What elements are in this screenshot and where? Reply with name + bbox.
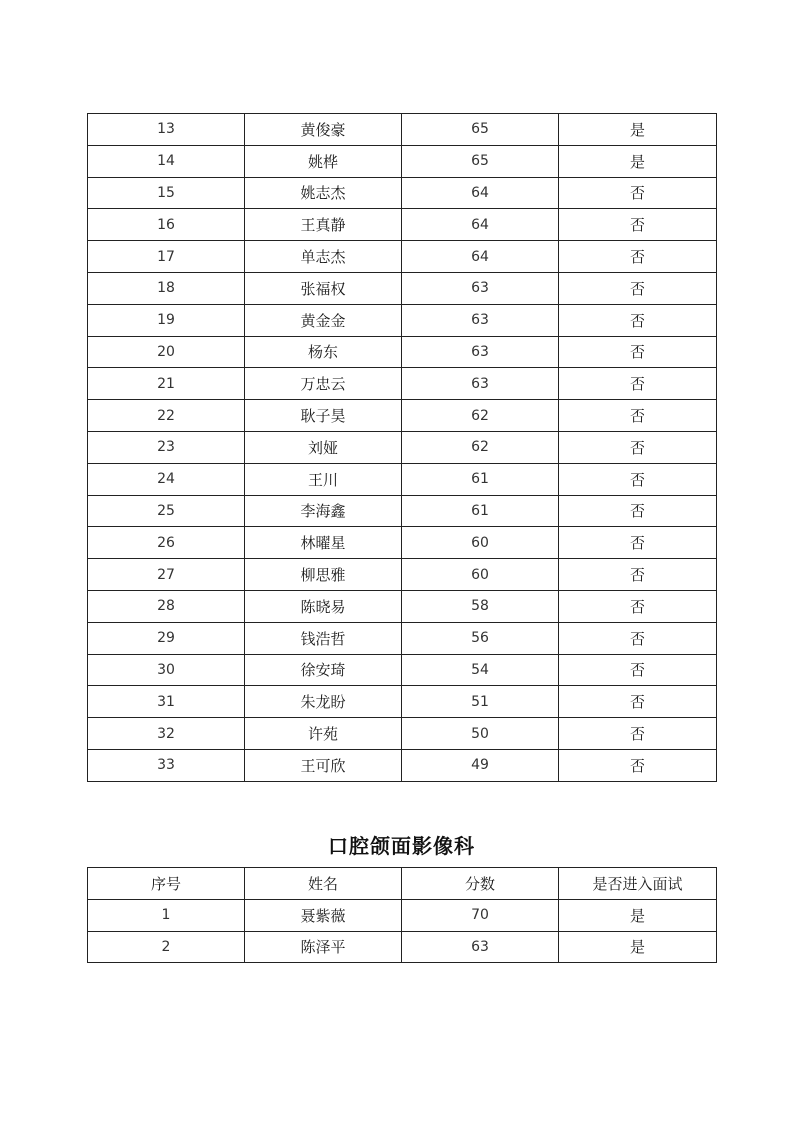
cell-score: 60 — [402, 559, 559, 591]
table-row — [88, 114, 717, 146]
cell-name: 聂紫薇 — [245, 899, 402, 931]
cell-interview: 是 — [559, 899, 717, 931]
table-row — [88, 272, 717, 304]
cell-interview: 是 — [559, 114, 717, 146]
table-row — [88, 622, 717, 654]
header-name: 姓名 — [245, 868, 402, 900]
cell-interview: 否 — [559, 241, 717, 273]
cell-name: 许苑 — [245, 718, 402, 750]
cell-interview: 否 — [559, 622, 717, 654]
cell-name: 万忠云 — [245, 368, 402, 400]
table-row — [88, 559, 717, 591]
cell-number: 23 — [88, 431, 245, 463]
cell-score: 61 — [402, 495, 559, 527]
cell-name: 耿子昊 — [245, 400, 402, 432]
cell-number: 26 — [88, 527, 245, 559]
cell-number: 2 — [88, 931, 245, 963]
table-row — [88, 209, 717, 241]
cell-score: 64 — [402, 177, 559, 209]
cell-name: 姚志杰 — [245, 177, 402, 209]
cell-number: 16 — [88, 209, 245, 241]
cell-name: 王川 — [245, 463, 402, 495]
table-row — [88, 718, 717, 750]
cell-interview: 否 — [559, 336, 717, 368]
cell-name: 徐安琦 — [245, 654, 402, 686]
cell-score: 61 — [402, 463, 559, 495]
results-table-body — [88, 114, 717, 782]
cell-number: 31 — [88, 686, 245, 718]
cell-name: 钱浩哲 — [245, 622, 402, 654]
cell-score: 63 — [402, 336, 559, 368]
cell-name: 柳思雅 — [245, 559, 402, 591]
cell-name: 朱龙盼 — [245, 686, 402, 718]
cell-name: 姚桦 — [245, 145, 402, 177]
cell-interview: 否 — [559, 304, 717, 336]
cell-interview: 否 — [559, 177, 717, 209]
cell-number: 32 — [88, 718, 245, 750]
table-row — [88, 145, 717, 177]
table-row — [88, 686, 717, 718]
table-row — [88, 304, 717, 336]
cell-score: 62 — [402, 400, 559, 432]
cell-number: 24 — [88, 463, 245, 495]
cell-interview: 否 — [559, 527, 717, 559]
table-row — [88, 590, 717, 622]
cell-score: 49 — [402, 749, 559, 781]
cell-interview: 是 — [559, 145, 717, 177]
cell-score: 63 — [402, 272, 559, 304]
table-row — [88, 931, 717, 963]
cell-interview: 否 — [559, 654, 717, 686]
table-row — [88, 463, 717, 495]
cell-name: 单志杰 — [245, 241, 402, 273]
cell-interview: 否 — [559, 431, 717, 463]
cell-score: 65 — [402, 145, 559, 177]
cell-interview: 否 — [559, 718, 717, 750]
cell-score: 51 — [402, 686, 559, 718]
cell-score: 58 — [402, 590, 559, 622]
cell-number: 14 — [88, 145, 245, 177]
cell-score: 70 — [402, 899, 559, 931]
table-row — [88, 177, 717, 209]
table-row — [88, 400, 717, 432]
cell-number: 30 — [88, 654, 245, 686]
cell-name: 张福权 — [245, 272, 402, 304]
cell-score: 63 — [402, 368, 559, 400]
cell-score: 60 — [402, 527, 559, 559]
cell-number: 21 — [88, 368, 245, 400]
cell-score: 50 — [402, 718, 559, 750]
cell-number: 18 — [88, 272, 245, 304]
table-row — [88, 368, 717, 400]
cell-name: 陈泽平 — [245, 931, 402, 963]
cell-name: 王真静 — [245, 209, 402, 241]
cell-name: 王可欣 — [245, 749, 402, 781]
cell-interview: 否 — [559, 559, 717, 591]
cell-score: 62 — [402, 431, 559, 463]
table-row — [88, 431, 717, 463]
header-interview: 是否进入面试 — [559, 868, 717, 900]
results-table-imaging — [87, 867, 717, 963]
cell-number: 13 — [88, 114, 245, 146]
cell-name: 李海鑫 — [245, 495, 402, 527]
table-row — [88, 899, 717, 931]
cell-number: 15 — [88, 177, 245, 209]
table-header-row — [88, 868, 717, 900]
cell-name: 林曜星 — [245, 527, 402, 559]
cell-interview: 否 — [559, 209, 717, 241]
cell-number: 19 — [88, 304, 245, 336]
cell-number: 22 — [88, 400, 245, 432]
cell-number: 33 — [88, 749, 245, 781]
cell-score: 54 — [402, 654, 559, 686]
cell-number: 25 — [88, 495, 245, 527]
cell-interview: 否 — [559, 590, 717, 622]
cell-number: 20 — [88, 336, 245, 368]
cell-score: 65 — [402, 114, 559, 146]
cell-interview: 否 — [559, 495, 717, 527]
cell-interview: 是 — [559, 931, 717, 963]
cell-score: 64 — [402, 241, 559, 273]
table-row — [88, 527, 717, 559]
table-row — [88, 241, 717, 273]
cell-number: 29 — [88, 622, 245, 654]
header-score: 分数 — [402, 868, 559, 900]
cell-interview: 否 — [559, 686, 717, 718]
cell-score: 64 — [402, 209, 559, 241]
cell-number: 27 — [88, 559, 245, 591]
cell-interview: 否 — [559, 749, 717, 781]
cell-interview: 否 — [559, 463, 717, 495]
table-row — [88, 336, 717, 368]
table-row — [88, 654, 717, 686]
cell-name: 黄金金 — [245, 304, 402, 336]
section-title: 口腔颌面影像科 — [328, 834, 475, 858]
cell-number: 1 — [88, 899, 245, 931]
cell-name: 杨东 — [245, 336, 402, 368]
cell-interview: 否 — [559, 368, 717, 400]
table-row — [88, 495, 717, 527]
table-row — [88, 749, 717, 781]
cell-score: 63 — [402, 931, 559, 963]
cell-number: 17 — [88, 241, 245, 273]
results-table-continued — [87, 113, 717, 782]
cell-number: 28 — [88, 590, 245, 622]
header-number: 序号 — [88, 868, 245, 900]
cell-name: 黄俊豪 — [245, 114, 402, 146]
cell-score: 63 — [402, 304, 559, 336]
cell-score: 56 — [402, 622, 559, 654]
cell-interview: 否 — [559, 400, 717, 432]
cell-name: 陈晓易 — [245, 590, 402, 622]
cell-name: 刘娅 — [245, 431, 402, 463]
cell-interview: 否 — [559, 272, 717, 304]
results-table-body — [88, 899, 717, 963]
